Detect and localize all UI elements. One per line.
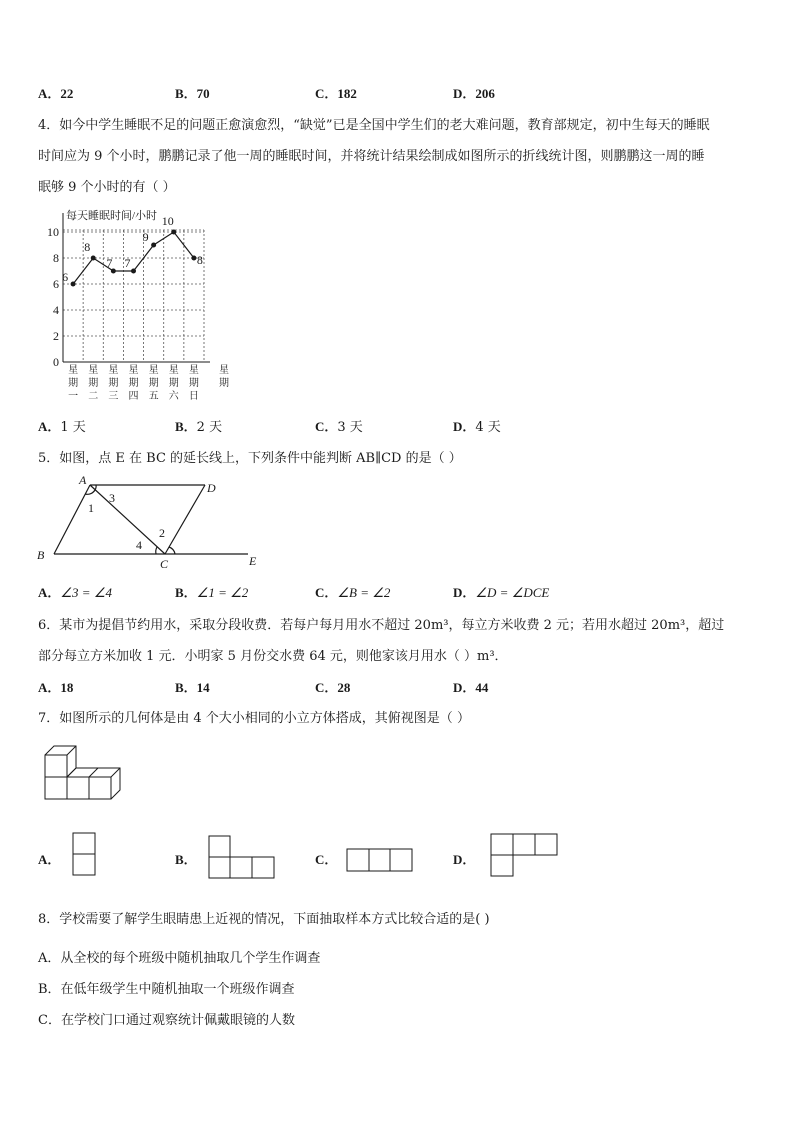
point-e-label: E <box>249 554 257 568</box>
q4-option-a: A．1 天 <box>38 419 86 435</box>
q8-stem: 8．学校需要了解学生眼睛患上近视的情况，下面抽取样本方式比较合适的是( ) <box>38 912 490 927</box>
chart-axes <box>63 213 210 362</box>
q6-option-a: A．18 <box>38 680 74 695</box>
q6-option-d: D．44 <box>453 680 489 695</box>
q6-option-c: C．28 <box>315 680 351 695</box>
segment-ab <box>54 485 90 554</box>
q5-option-a: A．∠3 = ∠4 <box>38 585 112 600</box>
q4-option-c: C．3 天 <box>315 419 363 435</box>
y-tick-label: 6 <box>53 277 59 291</box>
q5-option-d: D．∠D = ∠DCE <box>453 585 550 600</box>
data-label: 7 <box>106 256 113 270</box>
q8-option-c: C．在学校门口通过观察统计佩戴眼镜的人数 <box>38 1013 295 1028</box>
data-point <box>191 256 196 261</box>
q7-option-b-figure <box>208 835 278 881</box>
y-tick-label: 0 <box>53 355 59 369</box>
q6-stem-line1: 6．某市为提倡节约用水，采取分段收费．若每户每月用水不超过 20m³，每立方米收费 2 元；若用水超过 20m³，超过 <box>38 618 725 633</box>
data-point <box>171 230 176 235</box>
data-point <box>91 256 96 261</box>
data-label: 9 <box>142 230 149 244</box>
q3-option-d: D．206 <box>453 86 495 101</box>
data-label: 8 <box>196 253 203 267</box>
q7-option-a-figure <box>72 832 98 878</box>
q3-option-c: C．182 <box>315 86 357 101</box>
q8-option-b: B．在低年级学生中随机抽取一个班级作调查 <box>38 982 295 997</box>
data-label: 10 <box>161 214 174 228</box>
segment-cd <box>165 485 205 554</box>
data-label: 7 <box>124 256 131 270</box>
data-point <box>131 269 136 274</box>
x-category-label: 星期四 <box>128 365 139 402</box>
q7-option-d-figure <box>490 833 560 879</box>
x-category-label: 星期六 <box>168 365 179 402</box>
q8-option-a: A．从全校的每个班级中随机抽取几个学生作调查 <box>38 951 321 966</box>
angle-label-3: 3 <box>109 491 115 505</box>
data-point <box>151 243 156 248</box>
q7-option-d-label: D． <box>453 852 476 867</box>
q6-option-b: B．14 <box>175 680 210 695</box>
data-point <box>71 282 76 287</box>
point-a-label: A <box>79 474 87 487</box>
q5-option-b: B．∠1 = ∠2 <box>175 585 249 600</box>
q7-option-b-label: B． <box>175 852 197 867</box>
y-tick-label: 10 <box>47 225 59 239</box>
q5-option-c: C．∠B = ∠2 <box>315 585 391 600</box>
chart-x-axis-label: 星期 <box>219 365 229 389</box>
x-category-label: 星期日 <box>188 365 199 402</box>
q4-stem-line2: 时间应为 9 个小时，鹏鹏记录了他一周的睡眠时间，并将统计结果绘制成如图所示的折线统计图，则鹏鹏这一周的睡 <box>38 149 705 164</box>
q7-stem: 7．如图所示的几何体是由 4 个大小相同的小立方体搭成，其俯视图是（ ） <box>38 711 470 726</box>
x-category-label: 星期二 <box>88 365 99 402</box>
q4-stem-line3: 眠够 9 个小时的有（ ） <box>38 180 176 195</box>
y-tick-label: 8 <box>53 251 59 265</box>
q5-parallelogram-figure <box>35 474 270 574</box>
chart-x-categories <box>68 364 229 402</box>
q7-option-c-label: C． <box>315 852 338 867</box>
angle-label-4: 4 <box>136 538 142 552</box>
chart-y-axis-label: 每天睡眠时间/小时 <box>66 210 158 222</box>
q4-stem-line1: 4．如今中学生睡眠不足的问题正愈演愈烈，“缺觉”已是全国中学生们的老大难问题，教育部规定，初中生每天的睡眠 <box>38 118 710 133</box>
angle-arc-4 <box>156 547 157 554</box>
q4-option-b: B．2 天 <box>175 419 223 435</box>
q4-option-d: D．4 天 <box>453 419 501 435</box>
diagonal-ac <box>90 485 165 554</box>
q7-cube-solid-figure <box>40 742 130 804</box>
q7-option-c-figure <box>346 848 416 874</box>
point-c-label: C <box>160 557 169 571</box>
q7-option-a-label: A． <box>38 852 61 867</box>
angle-arc-3 <box>95 485 96 490</box>
angle-label-2: 2 <box>159 526 165 540</box>
x-category-label: 星期五 <box>148 365 159 402</box>
y-tick-label: 2 <box>53 329 59 343</box>
y-tick-label: 4 <box>53 303 59 317</box>
q3-option-b: B．70 <box>175 86 210 101</box>
x-category-label: 星期一 <box>68 365 79 402</box>
data-label: 8 <box>84 240 91 254</box>
data-label: 6 <box>62 270 69 284</box>
sleep-line-chart <box>40 205 250 405</box>
x-category-label: 星期三 <box>108 365 119 402</box>
point-d-label: D <box>207 481 216 495</box>
point-b-label: B <box>37 548 45 562</box>
angle-label-1: 1 <box>88 501 94 515</box>
q6-stem-line2: 部分每立方米加收 1 元．小明家 5 月份交水费 64 元，则他家该月用水（ ）m³． <box>38 649 508 664</box>
angle-arc-2 <box>169 547 175 554</box>
chart-y-ticks <box>47 225 59 369</box>
q3-option-a: A．22 <box>38 86 74 101</box>
q5-stem: 5．如图，点 E 在 BC 的延长线上，下列条件中能判断 AB∥CD 的是（ ） <box>38 451 462 466</box>
